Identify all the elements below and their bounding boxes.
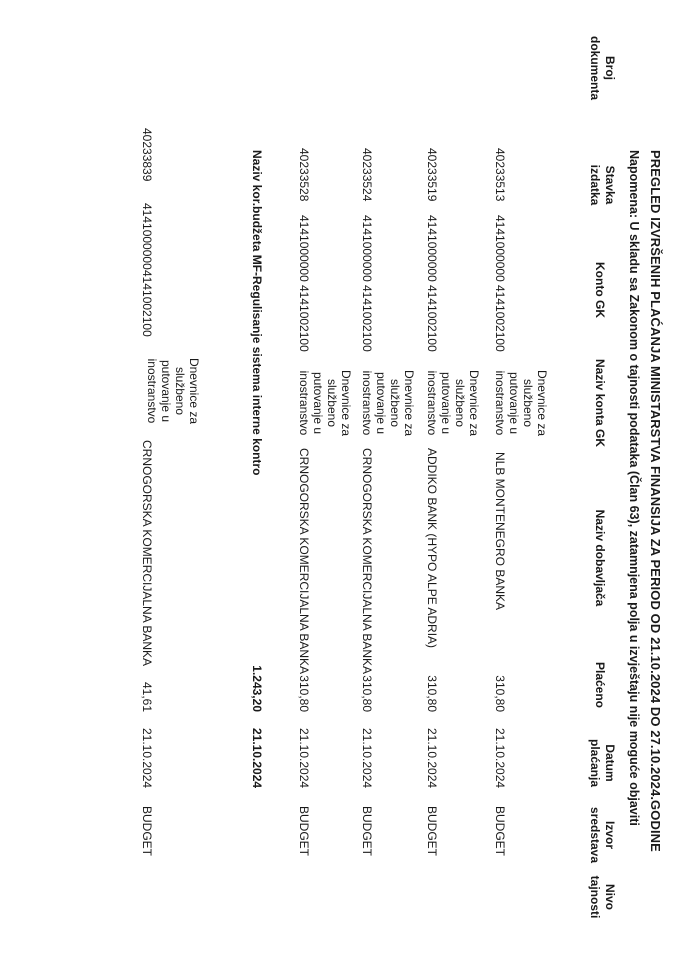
cell-datum-placanja: 21.10.2024 bbox=[297, 728, 311, 789]
header-stavka-izdatka-line2: izdatka bbox=[588, 164, 602, 206]
cell-stavka-izdatka: 4141000000 bbox=[297, 215, 311, 282]
cell-stavka-izdatka: 4141000000 bbox=[493, 215, 507, 282]
cell-datum-placanja: 21.10.2024 bbox=[140, 728, 154, 789]
header-broj-dokumenta-line1: Broj bbox=[603, 56, 617, 80]
cell-naziv-konta-gk bbox=[360, 358, 416, 448]
cell-broj-dokumenta: 40233528 bbox=[297, 148, 311, 202]
cell-broj-dokumenta: 40233519 bbox=[425, 148, 439, 202]
cell-naziv-dobavljaca: CRNOGORSKA KOMERCIJALNA BANKA bbox=[297, 448, 311, 675]
cell-naziv-konta-line: službeno bbox=[173, 366, 187, 416]
cell-broj-dokumenta: 40233524 bbox=[360, 148, 374, 202]
cell-naziv-konta-line: putovanje u bbox=[159, 359, 173, 423]
header-nivo-tajnosti-line1: Nivo bbox=[603, 883, 617, 910]
cell-naziv-konta-line: putovanje u bbox=[439, 371, 453, 435]
cell-konto-gk: 4141002100 bbox=[425, 285, 439, 352]
cell-izvor-sredstava: BUDGET bbox=[297, 806, 311, 857]
header-izvor-sredstava bbox=[587, 800, 617, 870]
cell-naziv-dobavljaca: CRNOGORSKA KOMERCIJALNA BANKA bbox=[140, 440, 154, 667]
report-title: PREGLED IZVRŠENIH PLAĆANJA MINISTARSTVA FINANSIJA ZA PERIOD OD 21.10.2024 DO 27.10.2024.GODINE bbox=[648, 150, 663, 852]
cell-stavka-izdatka: 4141000000 bbox=[425, 215, 439, 282]
cell-naziv-konta-line: putovanje u bbox=[311, 371, 325, 435]
subtotal-date: 21.10.2024 bbox=[250, 728, 264, 789]
cell-izvor-sredstava: BUDGET bbox=[140, 806, 154, 857]
cell-naziv-konta-line: službeno bbox=[325, 378, 339, 428]
header-placeno: Plaćeno bbox=[593, 661, 607, 709]
cell-naziv-konta-line: Dnevnice za bbox=[535, 369, 549, 437]
cell-naziv-konta-line: Dnevnice za bbox=[402, 369, 416, 437]
header-stavka-izdatka bbox=[587, 150, 617, 220]
cell-stavka-izdatka: 4141000000 bbox=[140, 203, 154, 270]
header-izvor-sredstava-line2: sredstava bbox=[588, 806, 602, 864]
section-title: Naziv kor.budžeta MF-Regulisanje sistema interne kontro bbox=[250, 150, 264, 476]
cell-datum-placanja: 21.10.2024 bbox=[360, 728, 374, 789]
cell-naziv-konta-gk bbox=[297, 358, 353, 448]
cell-naziv-konta-line: inostranstvo bbox=[425, 370, 439, 436]
cell-broj-dokumenta: 40233513 bbox=[493, 148, 507, 202]
header-nivo-tajnosti bbox=[587, 862, 617, 932]
cell-naziv-konta-line: službeno bbox=[453, 378, 467, 428]
cell-naziv-konta-line: putovanje u bbox=[374, 371, 388, 435]
cell-izvor-sredstava: BUDGET bbox=[425, 806, 439, 857]
cell-naziv-konta-gk bbox=[425, 358, 481, 448]
header-izvor-sredstava-line1: Izvor bbox=[603, 820, 617, 849]
cell-placeno: 310,80 bbox=[425, 675, 439, 712]
header-naziv-dobavljaca: Naziv dobavljača bbox=[593, 509, 607, 607]
cell-naziv-konta-line: inostranstvo bbox=[297, 370, 311, 436]
cell-naziv-konta-line: putovanje u bbox=[507, 371, 521, 435]
subtotal-amount: 1.243,20 bbox=[250, 665, 264, 712]
cell-naziv-konta-gk bbox=[145, 346, 201, 436]
cell-naziv-konta-line: Dnevnice za bbox=[467, 369, 481, 437]
cell-naziv-dobavljaca: ADDIKO BANK (HYPO ALPE ADRIA) bbox=[425, 448, 439, 649]
header-nivo-tajnosti-line2: tajnosti bbox=[588, 875, 602, 919]
header-datum-placanja bbox=[587, 728, 617, 798]
cell-naziv-konta-line: službeno bbox=[388, 378, 402, 428]
cell-placeno: 310,80 bbox=[493, 675, 507, 712]
cell-konto-gk: 4141002100 bbox=[297, 285, 311, 352]
cell-naziv-dobavljaca: CRNOGORSKA KOMERCIJALNA BANKA bbox=[360, 448, 374, 675]
cell-naziv-konta-line: inostranstvo bbox=[145, 358, 159, 424]
cell-broj-dokumenta: 40233839 bbox=[140, 128, 154, 182]
cell-naziv-konta-line: Dnevnice za bbox=[339, 369, 353, 437]
header-datum-placanja-line1: Datum bbox=[603, 744, 617, 782]
header-datum-placanja-line2: plaćanja bbox=[588, 738, 602, 788]
confidentiality-note: Napomena: U skladu sa Zakonom o tajnosti podataka (Član 63), zatamnjena polja u izvještaju nije moguće objaviti bbox=[627, 150, 641, 826]
cell-placeno: 310,80 bbox=[360, 675, 374, 712]
header-stavka-izdatka-line1: Stavka bbox=[603, 165, 617, 205]
header-broj-dokumenta-line2: dokumenta bbox=[588, 35, 602, 100]
cell-konto-gk: 4141002100 bbox=[493, 285, 507, 352]
header-naziv-konta-gk: Naziv konta GK bbox=[593, 358, 607, 448]
cell-naziv-konta-line: inostranstvo bbox=[493, 370, 507, 436]
cell-datum-placanja: 21.10.2024 bbox=[493, 728, 507, 789]
cell-naziv-konta-line: službeno bbox=[521, 378, 535, 428]
cell-izvor-sredstava: BUDGET bbox=[360, 806, 374, 857]
cell-placeno: 310,80 bbox=[297, 675, 311, 712]
cell-naziv-dobavljaca: NLB MONTENEGRO BANKA bbox=[493, 452, 507, 611]
cell-placeno: 41,61 bbox=[140, 681, 154, 712]
cell-konto-gk: 4141002100 bbox=[360, 285, 374, 352]
cell-datum-placanja: 21.10.2024 bbox=[425, 728, 439, 789]
cell-naziv-konta-line: inostranstvo bbox=[360, 370, 374, 436]
cell-naziv-konta-gk bbox=[493, 358, 549, 448]
cell-konto-gk: 4141002100 bbox=[140, 270, 154, 337]
header-broj-dokumenta bbox=[587, 28, 617, 108]
cell-izvor-sredstava: BUDGET bbox=[493, 806, 507, 857]
header-konto-gk: Konto GK bbox=[593, 262, 607, 318]
cell-naziv-konta-line: Dnevnice za bbox=[187, 357, 201, 425]
cell-stavka-izdatka: 4141000000 bbox=[360, 215, 374, 282]
